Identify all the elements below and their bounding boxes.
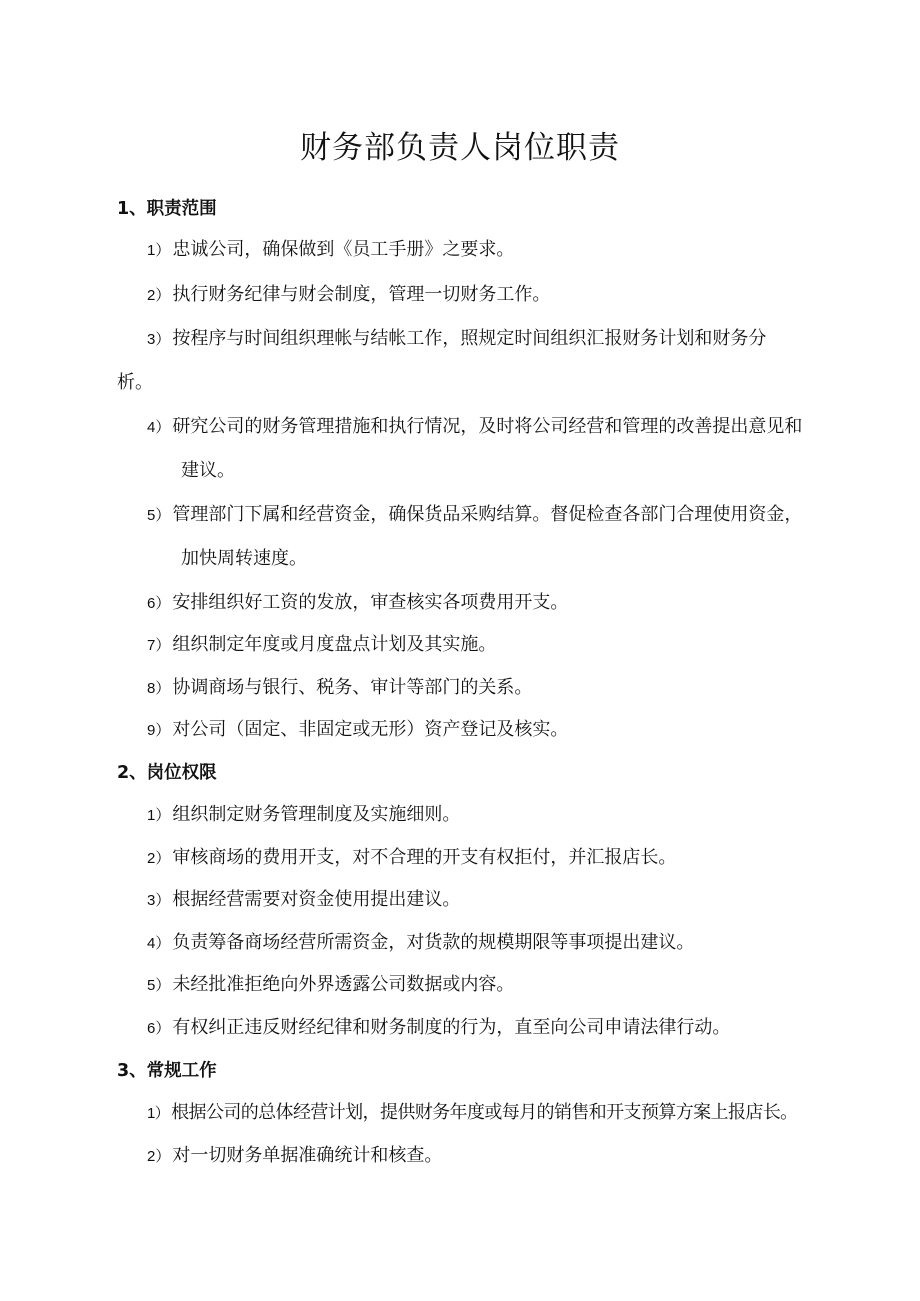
item-text: 执行财务纪律与财会制度，管理一切财务工作。 bbox=[172, 284, 551, 305]
item-number: 3） bbox=[147, 892, 171, 909]
item-text: 对一切财务单据准确统计和核查。 bbox=[172, 1145, 443, 1166]
item-text: 根据经营需要对资金使用提出建议。 bbox=[172, 889, 461, 910]
item-number: 3） bbox=[147, 331, 171, 348]
list-item bbox=[147, 282, 550, 309]
item-text: 未经批准拒绝向外界透露公司数据或内容。 bbox=[172, 974, 515, 995]
section-heading-3: 3、常规工作 bbox=[117, 1061, 217, 1081]
item-continuation: 加快周转速度。 bbox=[181, 548, 307, 569]
item-text: 审核商场的费用开支，对不合理的开支有权拒付，并汇报店长。 bbox=[172, 847, 677, 868]
list-item bbox=[147, 1100, 798, 1127]
item-text: 安排组织好工资的发放，审查核实各项费用开支。 bbox=[172, 592, 569, 613]
item-number: 6） bbox=[147, 595, 171, 612]
page-title: 财务部负责人岗位职责 bbox=[300, 130, 620, 166]
item-number: 4） bbox=[147, 935, 171, 952]
item-number: 2） bbox=[147, 1148, 171, 1165]
item-number: 1） bbox=[147, 1105, 170, 1122]
list-item bbox=[147, 802, 460, 829]
item-number: 2） bbox=[147, 287, 171, 304]
item-continuation: 析。 bbox=[117, 372, 153, 393]
item-text: 忠诚公司，确保做到《员工手册》之要求。 bbox=[172, 239, 515, 260]
section-heading-2: 2、岗位权限 bbox=[117, 763, 217, 783]
list-item bbox=[147, 845, 676, 872]
item-text: 组织制定财务管理制度及实施细则。 bbox=[172, 804, 461, 825]
list-item bbox=[147, 887, 460, 914]
item-number: 1） bbox=[147, 242, 171, 259]
item-text: 研究公司的财务管理措施和执行情况，及时将公司经营和管理的改善提出意见和 bbox=[172, 416, 803, 437]
list-item bbox=[147, 502, 802, 529]
item-number: 5） bbox=[147, 507, 171, 524]
item-text: 负责筹备商场经营所需资金，对货款的规模期限等事项提出建议。 bbox=[172, 932, 695, 953]
item-text: 有权纠正违反财经纪律和财务制度的行为，直至向公司申请法律行动。 bbox=[172, 1017, 731, 1038]
list-item bbox=[147, 930, 694, 957]
list-item bbox=[147, 632, 496, 659]
item-number: 8） bbox=[147, 680, 171, 697]
item-number: 9） bbox=[147, 722, 171, 739]
item-continuation: 建议。 bbox=[181, 460, 235, 481]
item-text: 按程序与时间组织理帐与结帐工作，照规定时间组织汇报财务计划和财务分 bbox=[172, 328, 767, 349]
item-text: 管理部门下属和经营资金，确保货品采购结算。督促检查各部门合理使用资金， bbox=[172, 504, 803, 525]
list-item bbox=[147, 414, 802, 441]
list-item bbox=[147, 1015, 730, 1042]
item-text: 协调商场与银行、税务、审计等部门的关系。 bbox=[172, 677, 533, 698]
item-number: 5） bbox=[147, 977, 171, 994]
item-text: 对公司（固定、非固定或无形）资产登记及核实。 bbox=[172, 719, 569, 740]
item-number: 4） bbox=[147, 419, 171, 436]
list-item bbox=[147, 972, 514, 999]
item-number: 2） bbox=[147, 850, 171, 867]
section-heading-1: 1、职责范围 bbox=[117, 199, 217, 219]
list-item bbox=[147, 237, 514, 264]
list-item bbox=[147, 717, 568, 744]
list-item bbox=[147, 1143, 442, 1170]
item-number: 1） bbox=[147, 807, 171, 824]
item-text: 根据公司的总体经营计划，提供财务年度或每月的销售和开支预算方案上报店长。 bbox=[171, 1102, 798, 1123]
item-number: 7） bbox=[147, 637, 171, 654]
list-item bbox=[147, 326, 766, 353]
item-number: 6） bbox=[147, 1020, 171, 1037]
list-item bbox=[147, 590, 568, 617]
item-text: 组织制定年度或月度盘点计划及其实施。 bbox=[172, 634, 497, 655]
list-item bbox=[147, 675, 532, 702]
